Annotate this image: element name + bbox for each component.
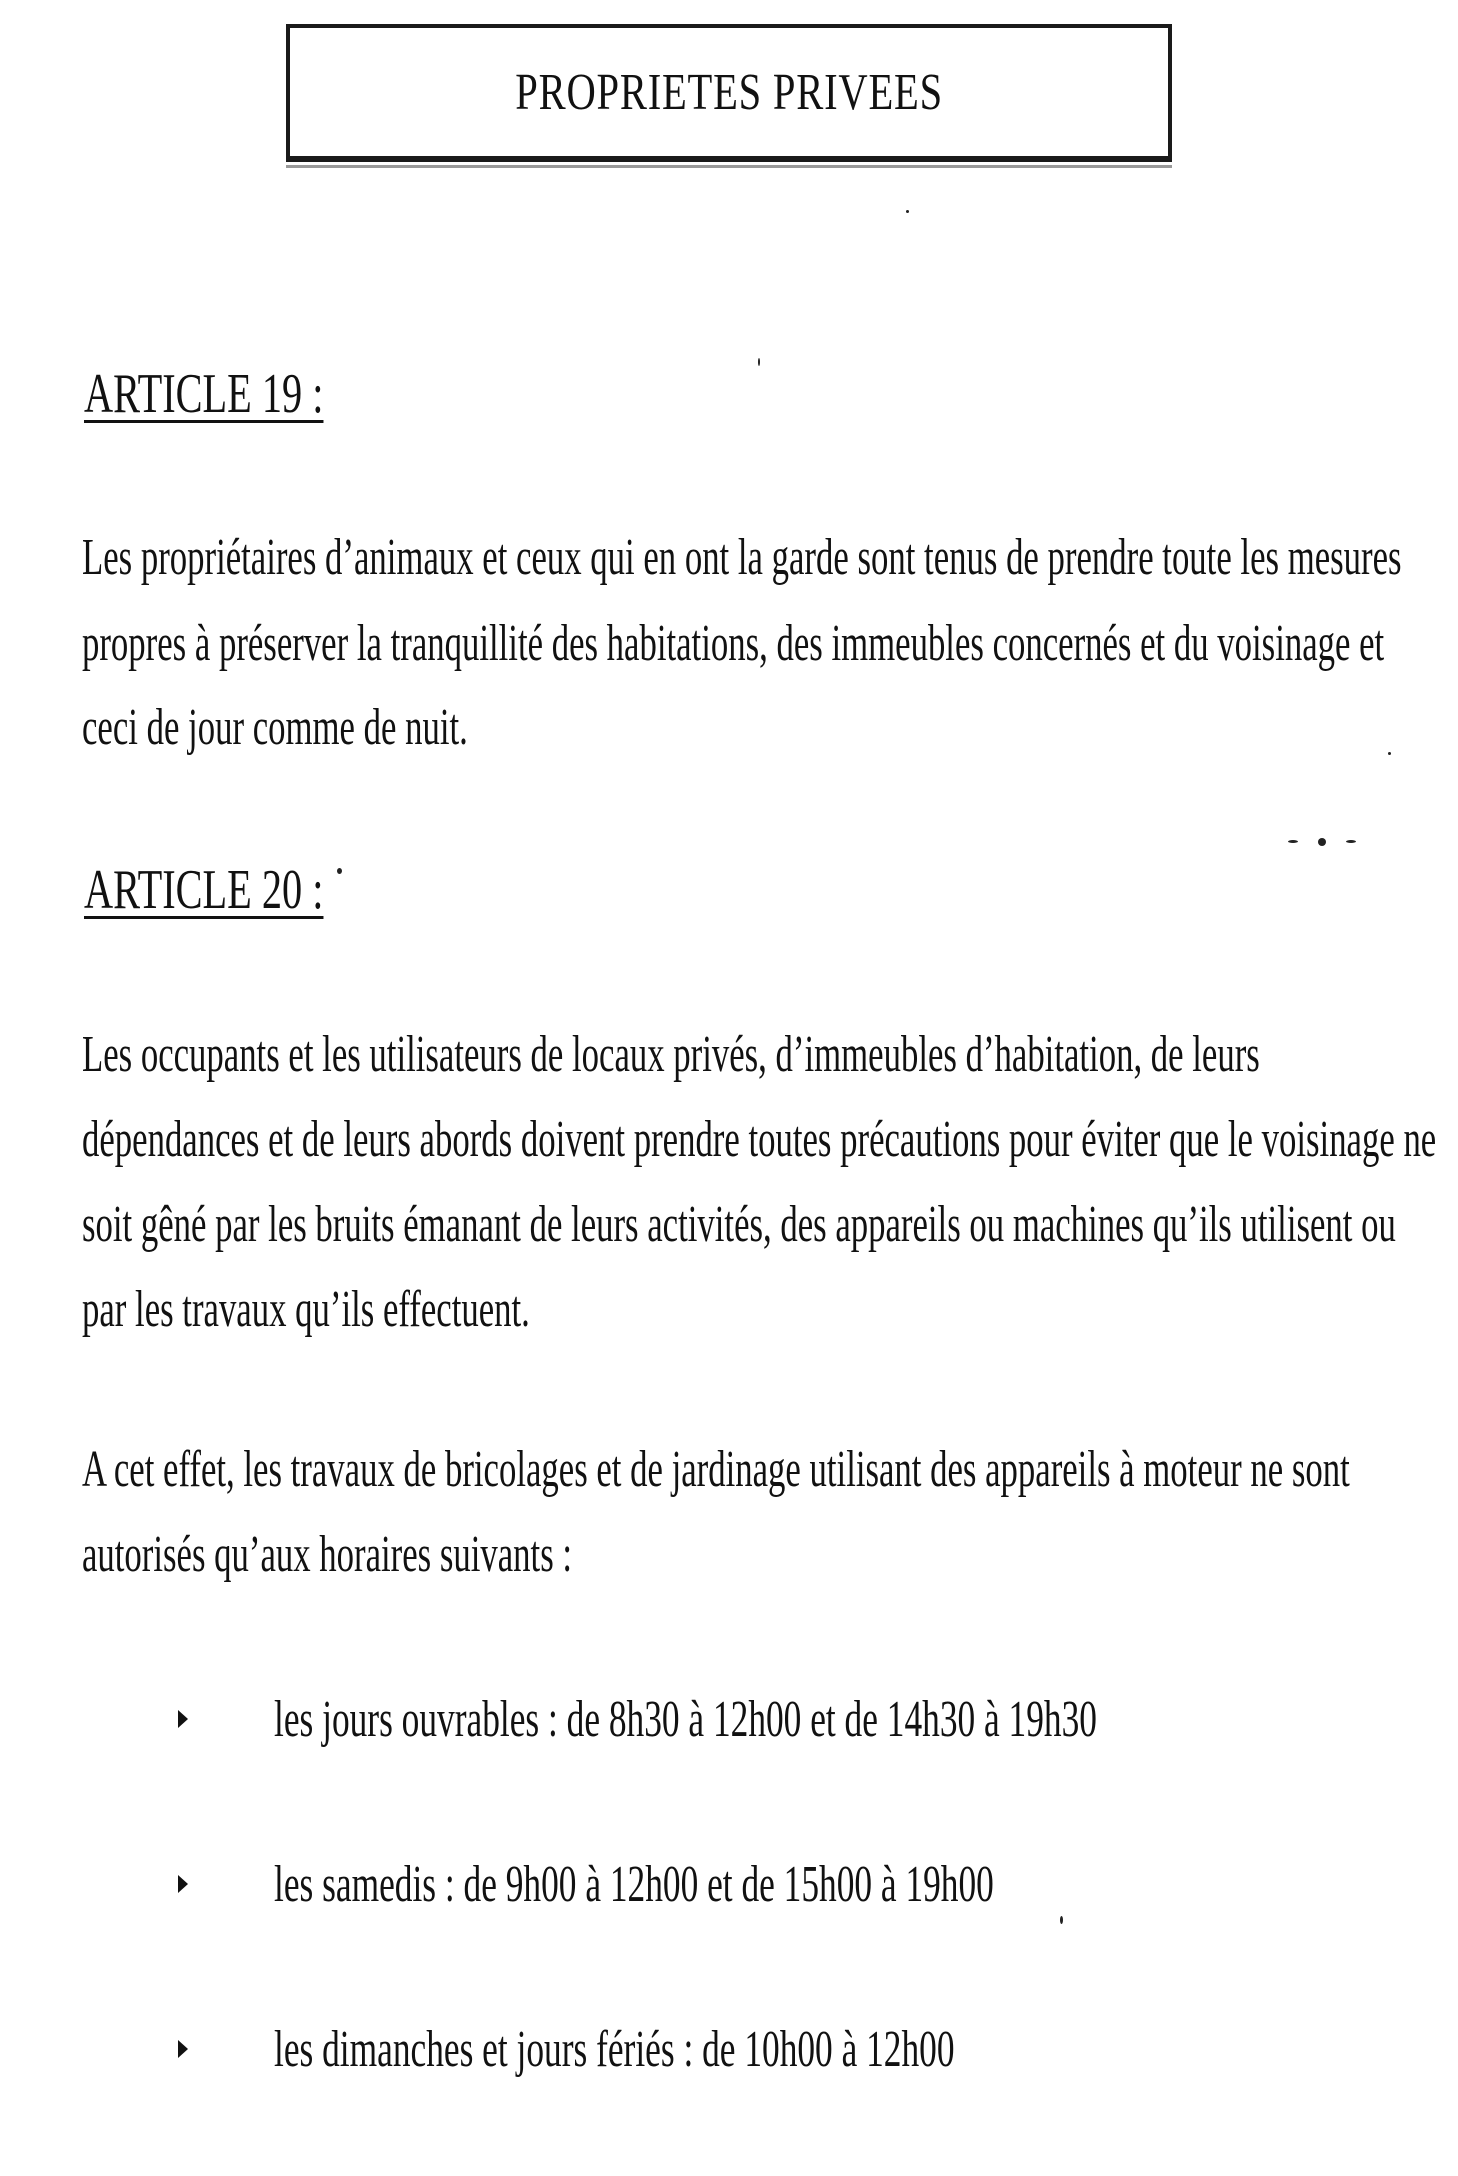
scan-speck: [906, 210, 909, 213]
scan-speck: [1060, 1916, 1063, 1924]
article-20-p2-line-1: A cet effet, les travaux de bricolages et de jardinage utilisant des appareils à moteur ne sont: [82, 1441, 1350, 1498]
article-19-line-3: ceci de jour comme de nuit.: [82, 699, 468, 756]
scan-speck: [1346, 840, 1356, 843]
bullet-arrow-icon: [178, 1875, 188, 1893]
article-20-p1-line-2: dépendances et de leurs abords doivent prendre toutes précautions pour éviter que le voisinage ne: [82, 1111, 1437, 1168]
title-box: [286, 24, 1172, 162]
schedule-item-text: les jours ouvrables : de 8h30 à 12h00 et de 14h30 à 19h30: [274, 1691, 1097, 1748]
scan-speck: [1288, 840, 1298, 843]
schedule-item-text: les dimanches et jours fériés : de 10h00 à 12h00: [274, 2021, 955, 2078]
article-19-line-1: Les propriétaires d’animaux et ceux qui en ont la garde sont tenus de prendre toute les mesures: [82, 529, 1402, 586]
bullet-arrow-icon: [178, 1710, 188, 1728]
scan-speck: [758, 358, 760, 366]
article-19-heading: ARTICLE 19 :: [84, 363, 324, 425]
scan-speck: [1318, 838, 1326, 846]
article-20-p1-line-1: Les occupants et les utilisateurs de locaux privés, d’immeubles d’habitation, de leurs: [82, 1026, 1260, 1083]
scan-speck: [337, 868, 342, 874]
schedule-item-text: les samedis : de 9h00 à 12h00 et de 15h00 à 19h00: [274, 1856, 994, 1913]
article-20-p1-line-4: par les travaux qu’ils effectuent.: [82, 1281, 530, 1338]
article-20-p1-line-3: soit gêné par les bruits émanant de leurs activités, des appareils ou machines qu’ils utilisent ou: [82, 1196, 1396, 1253]
page-title: PROPRIETES PRIVEES: [515, 63, 943, 121]
article-19-line-2: propres à préserver la tranquillité des habitations, des immeubles concernés et du voisinage et: [82, 615, 1385, 672]
scan-speck: [1388, 752, 1391, 755]
article-20-heading: ARTICLE 20 :: [84, 859, 324, 921]
article-20-p2-line-2: autorisés qu’aux horaires suivants :: [82, 1526, 573, 1583]
bullet-arrow-icon: [178, 2040, 188, 2058]
